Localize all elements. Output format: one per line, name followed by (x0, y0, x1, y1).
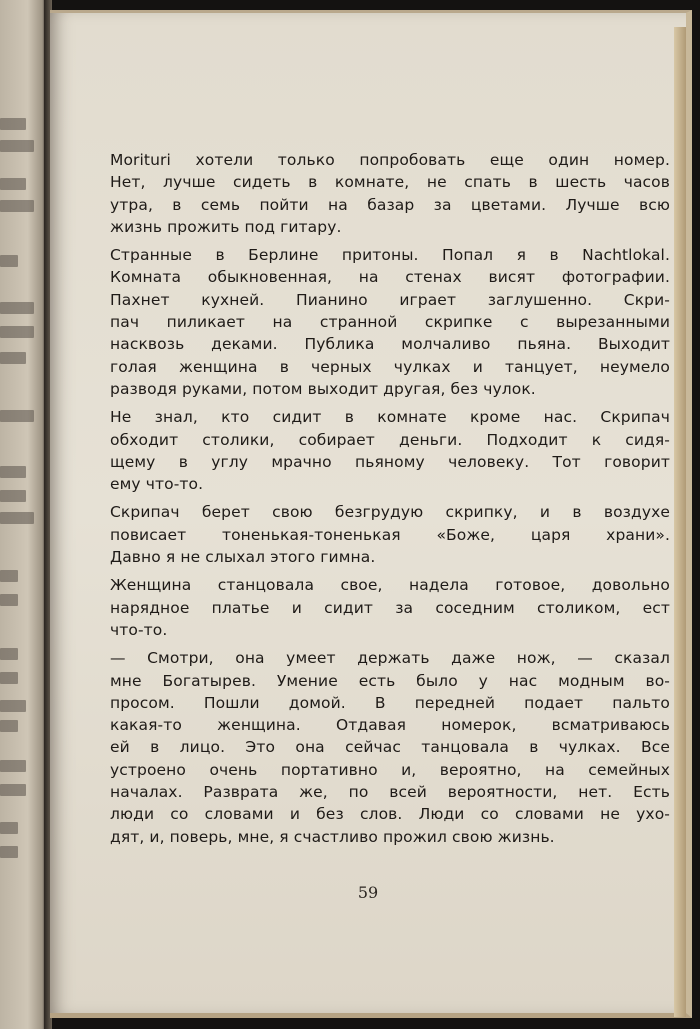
text-line: люди со словами и без слов. Люди со словами не ухо- (110, 805, 670, 824)
left-page-text-fragment (0, 846, 18, 858)
text-line: устроено очень портативно и, вероятно, на семейных (110, 760, 670, 779)
text-line: жизнь прожить под гитару. (110, 217, 342, 236)
left-page-text-fragment (0, 594, 18, 606)
left-page-text-fragment (0, 352, 26, 364)
text-line: разводя руками, потом выходит другая, без чулок. (110, 379, 536, 398)
text-line: Комната обыкновенная, на стенах висят фотографии. (110, 268, 670, 287)
paragraph (110, 574, 670, 641)
left-page-text-fragment (0, 255, 18, 267)
paragraph (110, 647, 670, 848)
text-line: дят, и, поверь, мне, я счастливо прожил свою жизнь. (110, 827, 555, 846)
left-page-text-fragment (0, 140, 34, 152)
left-page-text-fragment (0, 822, 18, 834)
left-page-text-fragment (0, 672, 18, 684)
text-line: что-то. (110, 620, 168, 639)
left-page-text-fragment (0, 512, 34, 524)
text-line: пач пиликает на странной скрипке с вырезанными (110, 313, 670, 332)
left-page-text-fragment (0, 326, 34, 338)
text-line: голая женщина в черных чулках и танцует, неумело (110, 357, 670, 376)
text-line: насквозь деками. Публика молчаливо пьяна. Выходит (110, 335, 670, 354)
text-line: щему в углу мрачно пьяному человеку. Тот говорит (110, 452, 670, 471)
paragraph (110, 501, 670, 568)
left-page-text-fragment (0, 490, 26, 502)
paragraph (110, 406, 670, 495)
left-page-text-fragment (0, 784, 26, 796)
left-page-text-fragment (0, 410, 34, 422)
text-line: Пахнет кухней. Пианино играет заглушенно. Скри- (110, 290, 670, 309)
text-line: Morituri хотели только попробовать еще один номер. (110, 151, 670, 169)
page-text (110, 149, 670, 848)
left-page-text-fragment (0, 200, 34, 212)
text-line: обходит столики, собирает деньги. Подходит к сидя- (110, 430, 670, 449)
text-line: ему что-то. (110, 475, 204, 494)
paragraph (110, 244, 670, 400)
text-line: ей в лицо. Это она сейчас танцовала в чулках. Все (110, 738, 670, 757)
text-line: Женщина станцовала свое, надела готовое, довольно (110, 576, 670, 595)
left-page-text-fragment (0, 118, 26, 130)
left-page-text-fragment (0, 700, 26, 712)
text-line: Странные в Берлине притоны. Попал я в Nachtlokal. (110, 246, 670, 265)
left-page-text-fragment (0, 302, 34, 314)
paragraph (110, 149, 670, 238)
left-page-edge (0, 0, 46, 1029)
left-page-text-fragment (0, 648, 18, 660)
left-page-text-fragment (0, 720, 18, 732)
right-page (50, 10, 692, 1018)
text-line: мне Богатырев. Умение есть было у нас модным во- (110, 671, 670, 690)
text-line: просом. Пошли домой. В передней подает пальто (110, 693, 670, 712)
page-edge (674, 27, 686, 1017)
left-page-text-fragment (0, 466, 26, 478)
left-page-text-fragment (0, 178, 26, 190)
text-line: Нет, лучше сидеть в комнате, не спать в шесть часов (110, 173, 670, 192)
text-line: какая-то женщина. Отдавая номерок, всматриваюсь (110, 716, 670, 735)
text-line: нарядное платье и сидит за соседним столиком, ест (110, 598, 670, 617)
text-line: Давно я не слыхал этого гимна. (110, 548, 376, 567)
left-page-text-fragment (0, 570, 18, 582)
text-line: утра, в семь пойти на базар за цветами. Лучше всю (110, 195, 670, 214)
text-line: Скрипач берет свою безгрудую скрипку, и в воздухе (110, 503, 670, 522)
left-page-text-fragment (0, 760, 26, 772)
text-line: — Смотри, она умеет держать даже нож, — сказал (110, 649, 670, 668)
text-line: началах. Разврата же, по всей вероятности, нет. Есть (110, 783, 670, 802)
text-line: Не знал, кто сидит в комнате кроме нас. Скрипач (110, 408, 670, 427)
text-line: повисает тоненькая-тоненькая «Боже, царя храни». (110, 525, 670, 544)
page-number: 59 (357, 883, 379, 902)
